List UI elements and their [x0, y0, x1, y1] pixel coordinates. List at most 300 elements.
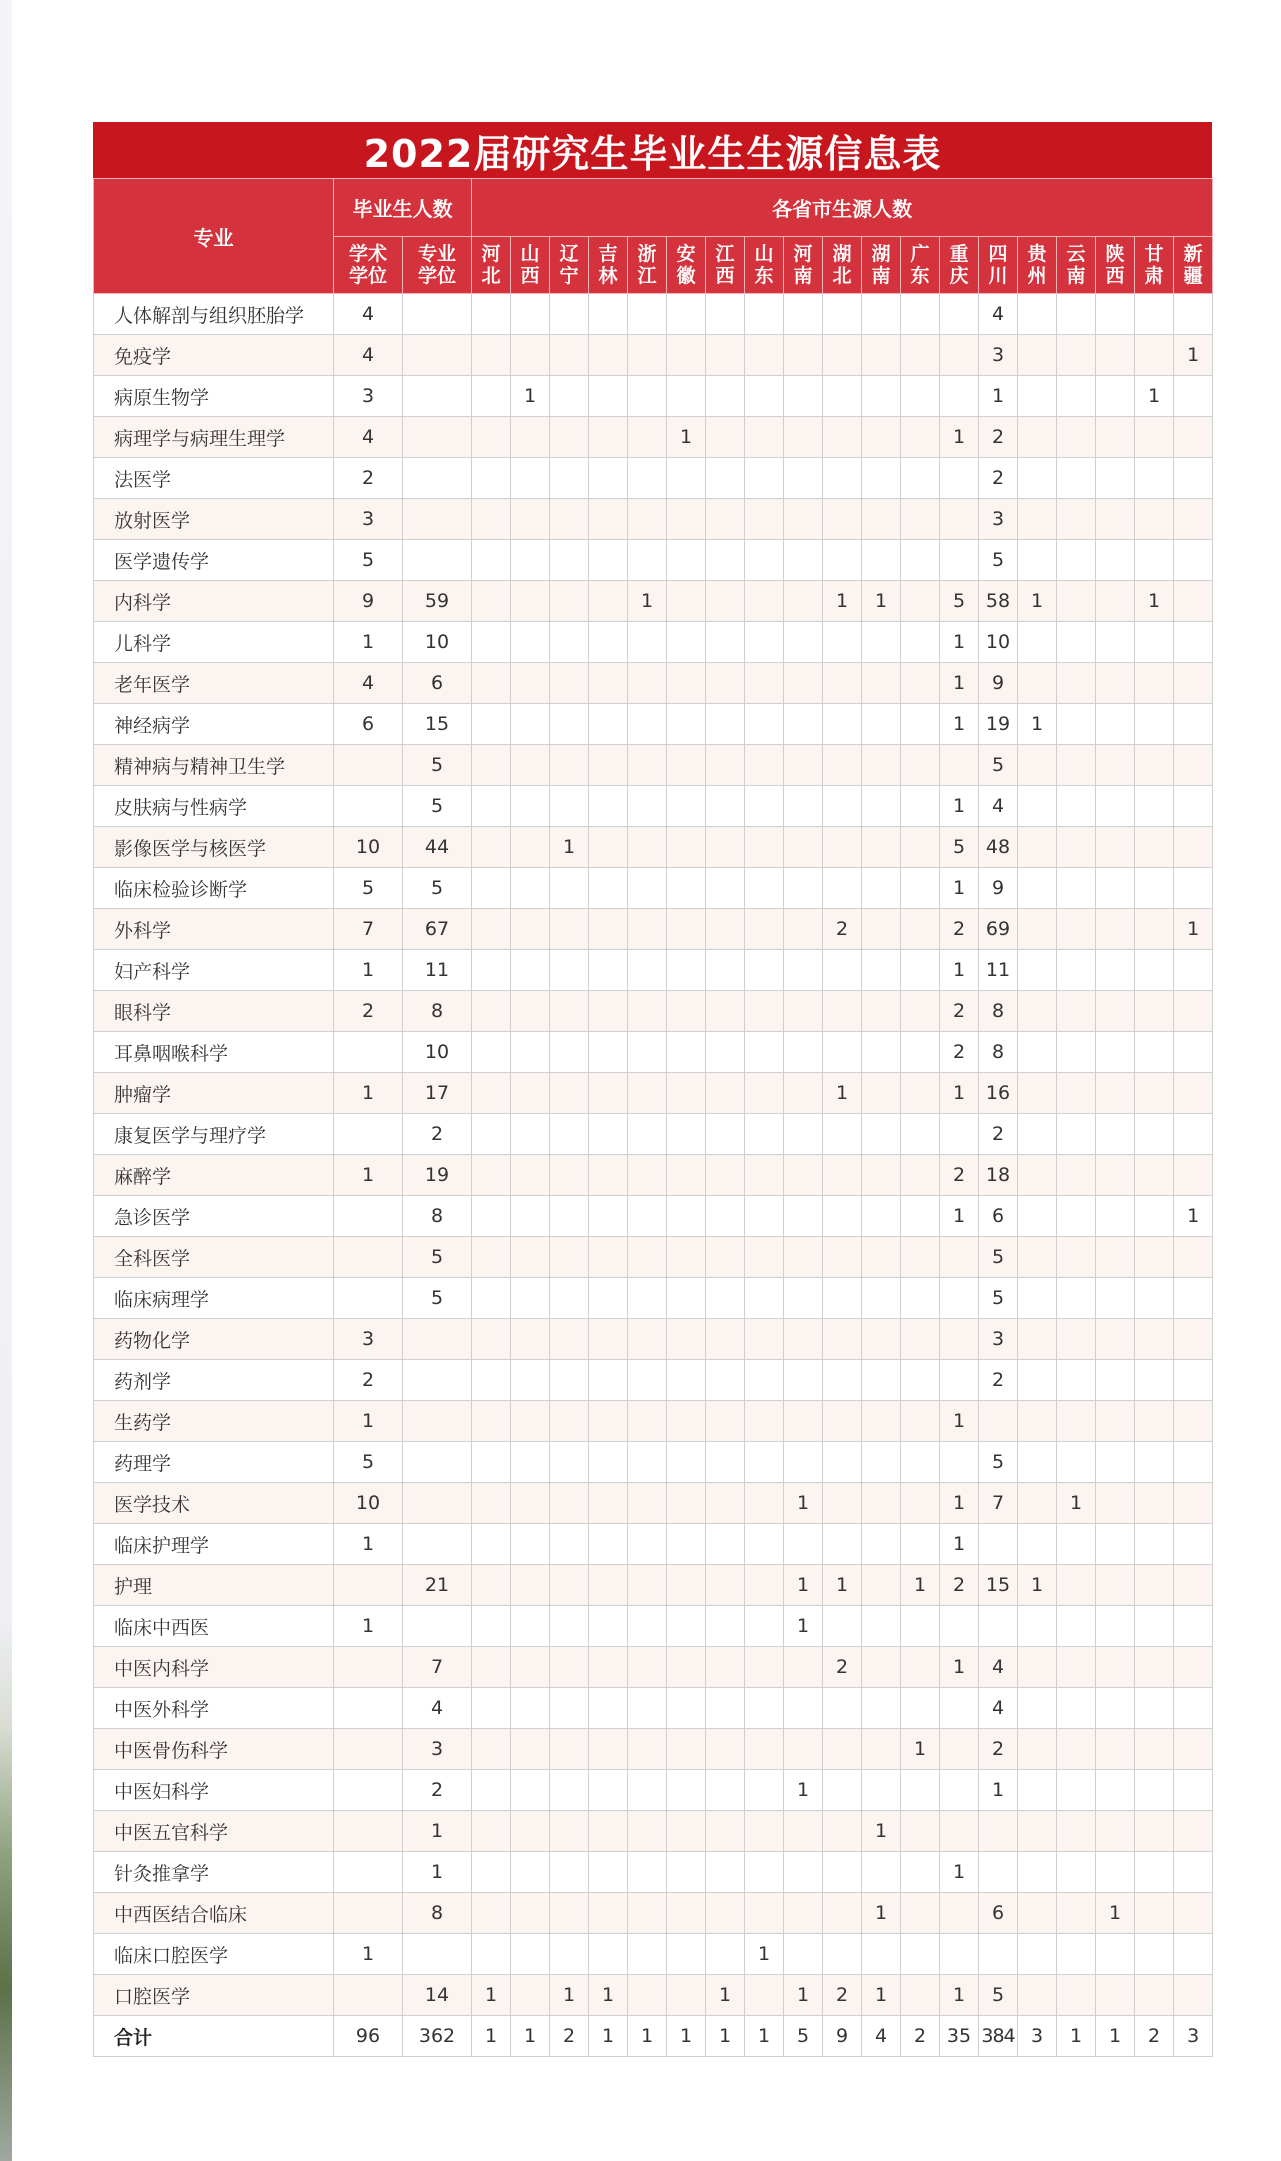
province-count-cell: 1 — [901, 1565, 940, 1606]
province-count-cell — [628, 1565, 667, 1606]
province-count-cell — [1174, 1975, 1213, 2016]
province-count-cell — [550, 458, 589, 499]
header-province: 甘 肃 — [1135, 237, 1174, 294]
province-count-cell — [589, 745, 628, 786]
province-count-cell: 2 — [940, 909, 979, 950]
major-name-cell: 法医学 — [94, 458, 334, 499]
table-row — [94, 1565, 1213, 1606]
province-count-cell: 1 — [901, 1729, 940, 1770]
province-count-cell — [1096, 622, 1135, 663]
province-count-cell — [784, 1729, 823, 1770]
province-count-cell — [472, 294, 511, 335]
province-count-cell — [784, 294, 823, 335]
province-count-cell — [862, 294, 901, 335]
header-province: 浙 江 — [628, 237, 667, 294]
province-count-cell: 1 — [940, 704, 979, 745]
province-count-cell — [628, 1811, 667, 1852]
province-count-cell — [628, 786, 667, 827]
province-count-cell — [940, 499, 979, 540]
province-count-cell: 1 — [784, 1565, 823, 1606]
province-count-cell — [550, 1155, 589, 1196]
province-count-cell — [511, 1852, 550, 1893]
province-count-cell — [784, 540, 823, 581]
province-count-cell — [745, 745, 784, 786]
province-count-cell: 69 — [979, 909, 1018, 950]
province-count-cell — [784, 622, 823, 663]
province-count-cell: 1 — [862, 1893, 901, 1934]
province-count-cell — [901, 1647, 940, 1688]
province-count-cell — [823, 1032, 862, 1073]
table-row — [94, 581, 1213, 622]
province-count-cell — [1135, 1278, 1174, 1319]
province-count-cell — [1174, 704, 1213, 745]
province-count-cell — [745, 376, 784, 417]
academic-count-cell — [334, 1196, 403, 1237]
province-count-cell — [1057, 663, 1096, 704]
province-count-cell: 2 — [823, 1647, 862, 1688]
province-count-cell — [862, 1524, 901, 1565]
province-count-cell — [862, 1401, 901, 1442]
major-name-cell: 中医妇科学 — [94, 1770, 334, 1811]
province-count-cell — [1096, 581, 1135, 622]
header-province: 新 疆 — [1174, 237, 1213, 294]
province-count-cell — [823, 1934, 862, 1975]
province-count-cell — [1135, 1647, 1174, 1688]
province-count-cell — [1018, 1114, 1057, 1155]
province-count-cell: 3 — [979, 1319, 1018, 1360]
table-row — [94, 1647, 1213, 1688]
province-count-cell — [901, 1278, 940, 1319]
table-row — [94, 991, 1213, 1032]
province-count-cell — [511, 1688, 550, 1729]
province-count-cell — [1096, 1401, 1135, 1442]
total-province-cell: 1 — [667, 2016, 706, 2057]
province-count-cell — [784, 1811, 823, 1852]
province-count-cell: 1 — [940, 1196, 979, 1237]
province-count-cell — [784, 1114, 823, 1155]
province-count-cell — [862, 1114, 901, 1155]
province-count-cell — [1174, 294, 1213, 335]
province-count-cell — [823, 704, 862, 745]
province-count-cell — [823, 1524, 862, 1565]
province-count-cell — [589, 1606, 628, 1647]
province-count-cell — [784, 991, 823, 1032]
province-count-cell — [472, 1647, 511, 1688]
province-count-cell — [1174, 1073, 1213, 1114]
province-count-cell — [1018, 1401, 1057, 1442]
province-count-cell — [550, 1196, 589, 1237]
province-count-cell — [1096, 540, 1135, 581]
province-count-cell — [511, 1196, 550, 1237]
major-name-cell: 眼科学 — [94, 991, 334, 1032]
province-count-cell — [901, 1073, 940, 1114]
province-count-cell — [706, 622, 745, 663]
province-count-cell — [667, 581, 706, 622]
table-row — [94, 1278, 1213, 1319]
province-count-cell — [745, 991, 784, 1032]
province-count-cell — [979, 1934, 1018, 1975]
province-count-cell — [667, 827, 706, 868]
province-count-cell — [1018, 1770, 1057, 1811]
academic-count-cell: 5 — [334, 1442, 403, 1483]
professional-count-cell: 7 — [403, 1647, 472, 1688]
province-count-cell — [1174, 1032, 1213, 1073]
province-count-cell — [1057, 1811, 1096, 1852]
professional-count-cell — [403, 376, 472, 417]
province-count-cell — [862, 1565, 901, 1606]
table-row — [94, 745, 1213, 786]
province-count-cell — [1174, 663, 1213, 704]
province-count-cell — [628, 458, 667, 499]
province-count-cell — [1174, 1319, 1213, 1360]
province-count-cell — [1018, 1155, 1057, 1196]
province-count-cell: 1 — [940, 1401, 979, 1442]
academic-count-cell — [334, 1975, 403, 2016]
province-count-cell — [1135, 1606, 1174, 1647]
professional-count-cell — [403, 1483, 472, 1524]
province-count-cell — [1018, 458, 1057, 499]
province-count-cell: 9 — [979, 868, 1018, 909]
province-count-cell: 9 — [979, 663, 1018, 704]
province-count-cell — [1096, 786, 1135, 827]
province-count-cell: 1 — [940, 868, 979, 909]
province-count-cell — [940, 540, 979, 581]
province-count-cell — [1174, 1729, 1213, 1770]
province-count-cell — [550, 663, 589, 704]
province-count-cell — [589, 417, 628, 458]
table-row — [94, 1442, 1213, 1483]
professional-count-cell: 1 — [403, 1852, 472, 1893]
province-count-cell — [979, 1606, 1018, 1647]
province-count-cell — [1174, 1483, 1213, 1524]
province-count-cell — [1174, 540, 1213, 581]
province-count-cell: 8 — [979, 1032, 1018, 1073]
province-count-cell — [706, 745, 745, 786]
province-count-cell — [901, 1975, 940, 2016]
province-count-cell — [550, 1442, 589, 1483]
province-count-cell — [862, 991, 901, 1032]
province-count-cell — [1057, 1852, 1096, 1893]
province-count-cell — [550, 417, 589, 458]
province-count-cell — [1018, 1688, 1057, 1729]
province-count-cell — [511, 663, 550, 704]
total-province-cell: 384 — [979, 2016, 1018, 2057]
major-name-cell: 临床护理学 — [94, 1524, 334, 1565]
province-count-cell — [901, 499, 940, 540]
professional-count-cell: 44 — [403, 827, 472, 868]
province-count-cell — [784, 745, 823, 786]
province-count-cell — [1135, 1442, 1174, 1483]
province-count-cell — [784, 1319, 823, 1360]
province-count-cell — [1057, 1975, 1096, 2016]
province-count-cell — [589, 581, 628, 622]
province-count-cell — [862, 1196, 901, 1237]
province-count-cell — [667, 1770, 706, 1811]
province-count-cell — [472, 663, 511, 704]
province-count-cell — [1135, 1196, 1174, 1237]
academic-count-cell: 7 — [334, 909, 403, 950]
province-count-cell — [1096, 909, 1135, 950]
province-count-cell — [628, 540, 667, 581]
province-count-cell — [550, 1811, 589, 1852]
province-count-cell — [589, 499, 628, 540]
province-count-cell — [1057, 1155, 1096, 1196]
province-count-cell — [511, 909, 550, 950]
academic-count-cell — [334, 1114, 403, 1155]
province-count-cell: 10 — [979, 622, 1018, 663]
province-count-cell — [901, 1811, 940, 1852]
academic-count-cell: 1 — [334, 1401, 403, 1442]
province-count-cell — [901, 1114, 940, 1155]
professional-count-cell: 2 — [403, 1114, 472, 1155]
province-count-cell — [862, 950, 901, 991]
province-count-cell — [706, 950, 745, 991]
province-count-cell — [1174, 1360, 1213, 1401]
total-province-cell: 1 — [628, 2016, 667, 2057]
province-count-cell: 1 — [1096, 1893, 1135, 1934]
province-count-cell — [472, 1688, 511, 1729]
province-count-cell — [1135, 1565, 1174, 1606]
province-count-cell: 16 — [979, 1073, 1018, 1114]
table-row — [94, 909, 1213, 950]
province-count-cell — [1174, 827, 1213, 868]
province-count-cell — [940, 1278, 979, 1319]
province-count-cell — [1057, 1729, 1096, 1770]
province-count-cell: 1 — [940, 622, 979, 663]
province-count-cell — [628, 827, 667, 868]
province-count-cell — [1174, 868, 1213, 909]
province-count-cell — [1135, 1811, 1174, 1852]
province-count-cell — [823, 499, 862, 540]
province-count-cell — [589, 1483, 628, 1524]
province-count-cell — [511, 1606, 550, 1647]
province-count-cell: 2 — [979, 1360, 1018, 1401]
province-count-cell — [862, 1032, 901, 1073]
province-count-cell — [1057, 909, 1096, 950]
province-count-cell — [550, 335, 589, 376]
province-count-cell — [667, 540, 706, 581]
province-count-cell — [823, 1606, 862, 1647]
province-count-cell: 6 — [979, 1196, 1018, 1237]
province-count-cell — [745, 1155, 784, 1196]
province-count-cell — [901, 1524, 940, 1565]
total-professional-cell: 362 — [403, 2016, 472, 2057]
province-count-cell — [745, 1565, 784, 1606]
province-count-cell — [745, 1401, 784, 1442]
province-count-cell — [745, 868, 784, 909]
province-count-cell — [745, 1073, 784, 1114]
province-count-cell — [589, 663, 628, 704]
academic-count-cell: 4 — [334, 294, 403, 335]
province-count-cell — [706, 1688, 745, 1729]
province-count-cell — [1174, 745, 1213, 786]
academic-count-cell: 1 — [334, 622, 403, 663]
province-count-cell — [589, 827, 628, 868]
province-count-cell — [589, 950, 628, 991]
total-province-cell: 2 — [1135, 2016, 1174, 2057]
province-count-cell — [1057, 1688, 1096, 1729]
province-count-cell: 1 — [979, 376, 1018, 417]
province-count-cell — [745, 1647, 784, 1688]
province-count-cell — [1057, 786, 1096, 827]
province-count-cell — [628, 868, 667, 909]
province-count-cell: 1 — [940, 1647, 979, 1688]
province-count-cell: 5 — [979, 745, 1018, 786]
province-count-cell — [589, 1565, 628, 1606]
province-count-cell — [472, 868, 511, 909]
province-count-cell — [862, 1483, 901, 1524]
province-count-cell — [1096, 1278, 1135, 1319]
province-count-cell — [628, 1196, 667, 1237]
province-count-cell — [1174, 1155, 1213, 1196]
province-count-cell — [1057, 581, 1096, 622]
province-count-cell: 4 — [979, 294, 1018, 335]
province-count-cell — [667, 663, 706, 704]
table-row — [94, 868, 1213, 909]
province-count-cell — [979, 1811, 1018, 1852]
header-professional-degree: 专业 学位 — [403, 237, 472, 294]
province-count-cell — [901, 1319, 940, 1360]
province-count-cell: 11 — [979, 950, 1018, 991]
province-count-cell — [1018, 335, 1057, 376]
province-count-cell — [589, 909, 628, 950]
province-count-cell — [901, 1032, 940, 1073]
province-count-cell — [667, 1524, 706, 1565]
province-count-cell — [589, 704, 628, 745]
province-count-cell — [1096, 745, 1135, 786]
province-count-cell — [1135, 417, 1174, 458]
table-row — [94, 1893, 1213, 1934]
province-count-cell — [901, 1893, 940, 1934]
province-count-cell — [784, 1073, 823, 1114]
province-count-cell: 1 — [1174, 909, 1213, 950]
province-count-cell — [472, 376, 511, 417]
total-province-cell: 5 — [784, 2016, 823, 2057]
major-name-cell: 药理学 — [94, 1442, 334, 1483]
province-count-cell — [706, 909, 745, 950]
province-count-cell — [511, 499, 550, 540]
province-count-cell — [1096, 1606, 1135, 1647]
province-count-cell — [1135, 745, 1174, 786]
academic-count-cell: 1 — [334, 1934, 403, 1975]
province-count-cell — [550, 1073, 589, 1114]
province-count-cell — [706, 1729, 745, 1770]
province-count-cell — [823, 1852, 862, 1893]
table-row — [94, 1688, 1213, 1729]
province-count-cell: 1 — [706, 1975, 745, 2016]
province-count-cell — [472, 704, 511, 745]
academic-count-cell: 5 — [334, 868, 403, 909]
province-count-cell — [472, 1811, 511, 1852]
province-count-cell: 1 — [550, 827, 589, 868]
province-count-cell — [1096, 1483, 1135, 1524]
province-count-cell — [472, 1770, 511, 1811]
province-count-cell — [628, 499, 667, 540]
province-count-cell — [511, 1114, 550, 1155]
province-count-cell — [1057, 458, 1096, 499]
province-count-cell — [940, 376, 979, 417]
province-count-cell — [550, 909, 589, 950]
province-count-cell — [901, 1360, 940, 1401]
province-count-cell — [745, 663, 784, 704]
province-count-cell: 2 — [940, 1155, 979, 1196]
province-count-cell — [823, 540, 862, 581]
professional-count-cell: 15 — [403, 704, 472, 745]
province-count-cell — [1018, 1196, 1057, 1237]
province-count-cell — [784, 1647, 823, 1688]
professional-count-cell: 4 — [403, 1688, 472, 1729]
province-count-cell — [1018, 786, 1057, 827]
province-count-cell — [823, 1196, 862, 1237]
major-name-cell: 中医外科学 — [94, 1688, 334, 1729]
province-count-cell — [550, 1524, 589, 1565]
province-count-cell — [823, 1893, 862, 1934]
province-count-cell — [706, 1155, 745, 1196]
province-count-cell — [1057, 1606, 1096, 1647]
province-count-cell — [862, 745, 901, 786]
total-province-cell: 1 — [472, 2016, 511, 2057]
province-count-cell — [940, 1934, 979, 1975]
province-count-cell — [1174, 376, 1213, 417]
province-count-cell — [472, 1155, 511, 1196]
professional-count-cell: 17 — [403, 1073, 472, 1114]
province-count-cell — [550, 745, 589, 786]
province-count-cell — [511, 1155, 550, 1196]
province-count-cell — [784, 909, 823, 950]
province-count-cell — [550, 1483, 589, 1524]
province-count-cell — [1174, 1852, 1213, 1893]
province-count-cell — [1174, 1278, 1213, 1319]
province-count-cell — [628, 1319, 667, 1360]
table-row — [94, 417, 1213, 458]
major-name-cell: 针灸推拿学 — [94, 1852, 334, 1893]
province-count-cell — [940, 745, 979, 786]
total-label-cell: 合计 — [94, 2016, 334, 2057]
province-count-cell — [979, 1524, 1018, 1565]
province-count-cell — [706, 294, 745, 335]
province-count-cell — [1057, 745, 1096, 786]
professional-count-cell — [403, 1319, 472, 1360]
province-count-cell — [745, 1114, 784, 1155]
province-count-cell — [784, 827, 823, 868]
province-count-cell — [745, 1893, 784, 1934]
province-count-cell: 1 — [628, 581, 667, 622]
province-count-cell — [706, 1647, 745, 1688]
province-count-cell — [1174, 1524, 1213, 1565]
province-count-cell — [745, 1442, 784, 1483]
province-count-cell: 1 — [862, 1975, 901, 2016]
province-count-cell — [901, 622, 940, 663]
province-count-cell — [628, 1606, 667, 1647]
province-count-cell — [901, 1483, 940, 1524]
province-count-cell — [745, 540, 784, 581]
table-row — [94, 1032, 1213, 1073]
province-count-cell — [628, 1401, 667, 1442]
province-count-cell — [823, 1237, 862, 1278]
major-name-cell: 内科学 — [94, 581, 334, 622]
background-photo-strip — [0, 0, 12, 2161]
province-count-cell — [511, 1647, 550, 1688]
province-count-cell: 1 — [784, 1606, 823, 1647]
province-count-cell — [1057, 1770, 1096, 1811]
province-count-cell — [1096, 1565, 1135, 1606]
province-count-cell — [784, 1032, 823, 1073]
province-count-cell — [1135, 335, 1174, 376]
province-count-cell — [667, 868, 706, 909]
total-province-cell: 2 — [901, 2016, 940, 2057]
total-row — [94, 2016, 1213, 2057]
academic-count-cell — [334, 786, 403, 827]
